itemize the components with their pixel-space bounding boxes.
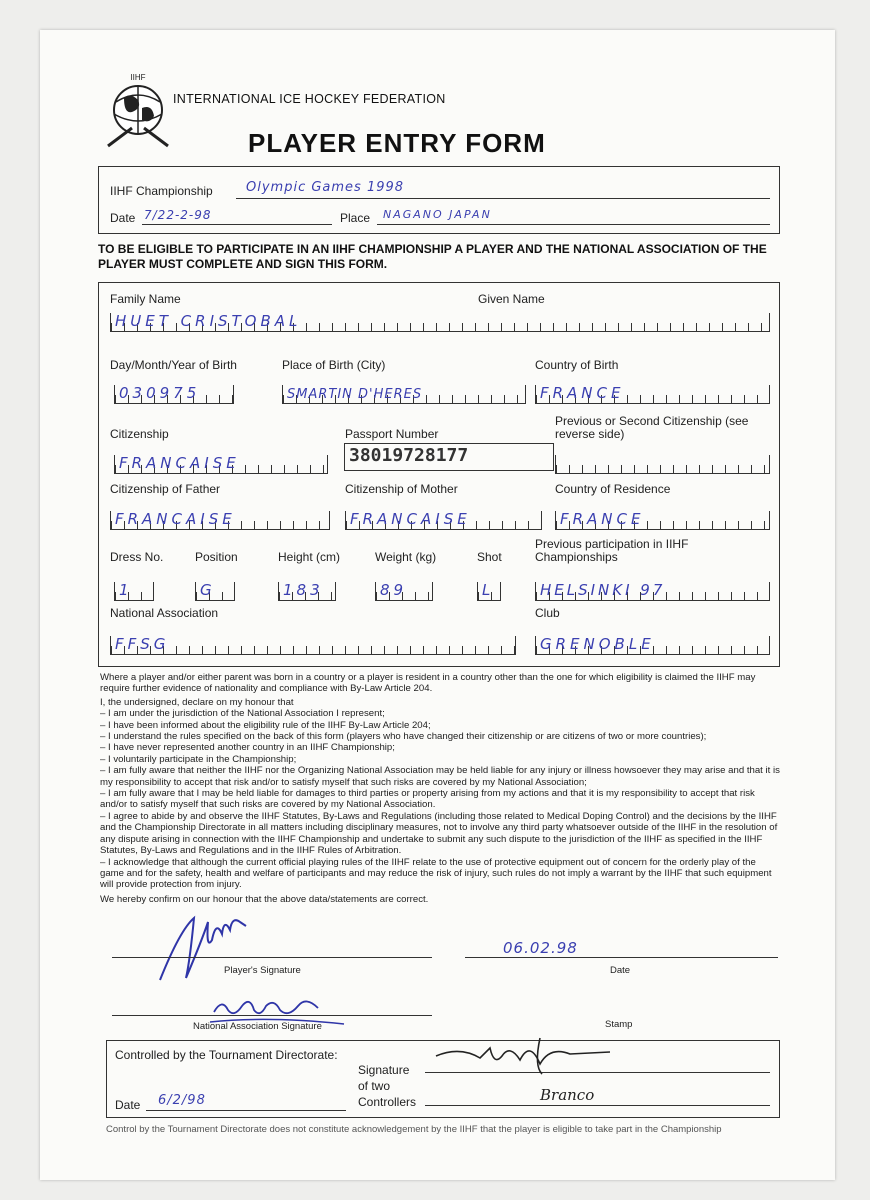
club-label: Club [535,606,560,620]
father-citizenship-value: FRANCAISE [115,510,236,528]
residence-label: Country of Residence [555,482,671,496]
signature-date-label: Date [610,965,631,976]
pob-label: Place of Birth (City) [282,358,386,372]
residence-field[interactable] [555,511,770,530]
footer-note: Control by the Tournament Directorate does not constitute acknowledgement by the IIHF that the player is eligible to take part in the Championship [106,1124,722,1135]
nat-assoc-signature-label: National Association Signature [193,1021,322,1032]
federation-name: INTERNATIONAL ICE HOCKEY FEDERATION [173,92,446,106]
declaration-item: – I am fully aware that I may be held liable for damages to third parties or property arising from my actions and that it is my responsibility to accept that risk and/or to satisfy myself that such risks are covered by my National Association. [100,788,755,811]
declaration-item: – I voluntarily participate in the Championship; [100,753,297,765]
directorate-date-value: 6/2/98 [158,1093,206,1108]
citizenship-label: Citizenship [110,427,169,441]
player-signature-label: Player's Signature [224,965,301,976]
declaration-item: – I acknowledge that although the current official playing rules of the IIHF relate to the use of protective equipment out of concern for the orderly play of the game and for the safety, health and welfare of participants and may reduce the risk of injury, such rules do not imply a warrant by the IIHF that such equipment will provide protection from injury. [100,856,772,891]
passport-value: 38019728177 [349,445,469,466]
declaration-item: – I understand the rules specified on the back of this form (players who have changed their citizenship or are citizens of two or more countries); [100,731,707,743]
club-field[interactable] [535,636,770,655]
prev-citizenship-field[interactable] [555,455,770,474]
height-field[interactable] [278,582,336,601]
dress-no-value: 1 [119,581,133,599]
height-value: 183 [283,581,324,599]
prev-citizenship-label: Previous or Second Citizenship (see reverse side) [555,414,749,441]
citizenship-field[interactable] [114,455,328,474]
passport-label: Passport Number [345,427,439,441]
family-name-label: Family Name [110,292,181,306]
nat-assoc-value: FFSG [115,635,170,653]
citizenship-value: FRANCAISE [119,454,240,472]
weight-field[interactable] [375,582,433,601]
eligibility-notice: TO BE ELIGIBLE TO PARTICIPATE IN AN IIHF CHAMPIONSHIP A PLAYER AND THE NATIONAL ASSOCIATION OF THE PLAYER MUST COMPLETE AND SIGN THIS FORM. [98,242,767,271]
declaration [100,672,782,905]
cob-field[interactable] [535,385,770,404]
nat-assoc-signature-line[interactable] [112,1003,432,1016]
father-citizenship-field[interactable] [110,511,330,530]
mother-citizenship-value: FRANCAISE [350,510,471,528]
position-value: G [200,581,216,599]
dress-no-field[interactable] [114,582,154,601]
club-value: GRENOBLE [540,635,655,653]
residence-value: FRANCE [560,510,645,528]
controller-signature-scribble [430,1036,620,1076]
shot-field[interactable] [477,582,501,601]
event-date-label: Date [110,211,136,225]
stamp-label: Stamp [605,1019,633,1030]
championship-label: IIHF Championship [110,184,213,198]
name-value: HUET CRISTOBAL [115,312,302,330]
nat-assoc-field[interactable] [110,636,516,655]
controllers-signature-label-3: Controllers [358,1095,417,1109]
dob-label: Day/Month/Year of Birth [110,358,237,372]
name-field[interactable] [110,313,770,332]
cob-label: Country of Birth [535,358,619,372]
passport-field[interactable] [344,443,554,471]
iihf-globe-logo [102,68,174,148]
dress-no-label: Dress No. [110,550,164,564]
declaration-item: – I am fully aware that neither the IIHF nor the Organizing National Association may be held liable for any injury or illness howsoever they may arise and that it is my responsibility to accept that risk and/or to satisfy myself that such risks are covered by my National Association; [100,765,780,788]
event-date-value: 7/22-2-98 [144,208,212,222]
nat-assoc-label: National Association [110,606,219,620]
prev-participation-value: HELSINKI 97 [540,581,666,599]
declaration-confirm: We hereby confirm on our honour that the above data/statements are correct. [100,893,429,905]
signature-date-value: 06.02.98 [503,939,578,957]
weight-value: 89 [380,581,408,599]
form-sheet [40,30,835,1180]
form-title: PLAYER ENTRY FORM [248,128,546,158]
pob-value: SMARTIN D'HERES [287,387,423,402]
mother-citizenship-field[interactable] [345,511,542,530]
controller-name: Branco [540,1086,595,1104]
declaration-item: – I have never represented another country in an IIHF Championship; [100,742,395,754]
position-field[interactable] [195,582,235,601]
height-label: Height (cm) [278,550,341,564]
declaration-undersigned: I, the undersigned, declare on my honour that [100,696,294,708]
player-signature-line[interactable] [112,945,432,958]
father-citizenship-label: Citizenship of Father [110,482,221,496]
directorate-date-label: Date [115,1098,141,1112]
place-label: Place [340,211,371,225]
championship-value: Olympic Games 1998 [246,180,405,195]
logo-text: IIHF [130,73,146,82]
place-value: NAGANO JAPAN [383,208,492,221]
dob-value: 030975 [119,384,201,402]
weight-label: Weight (kg) [375,550,437,564]
mother-citizenship-label: Citizenship of Mother [345,482,458,496]
given-name-label: Given Name [478,292,545,306]
dob-field[interactable] [114,385,234,404]
declaration-intro: Where a player and/or either parent was born in a country or a player is resident in a country other than the one for which eligibility is claimed the IIHF may require further evidence of nationality and compliance with By-Law Article 204. [100,672,756,695]
declaration-item: – I am under the jurisdiction of the National Association I represent; [100,708,385,720]
controllers-signature-label-1: Signature [358,1063,410,1077]
declaration-item: – I have been informed about the eligibility rule of the IIHF By-Law Article 204; [100,719,431,731]
controller-signature-line-2[interactable] [425,1093,770,1106]
prev-participation-label: Previous participation in IIHF Championships [535,537,689,564]
pob-field[interactable] [282,385,526,404]
shot-value: L [482,581,495,599]
prev-participation-field[interactable] [535,582,770,601]
declaration-item: – I agree to abide by and observe the IIHF Statutes, By-Laws and Regulations (including those related to Medical Doping Control) and the decisions by the IIHF and the Championship Directorate in all matters including disciplinary measures, not to involve any third party whatsoever outside of the IIHF in the resolution of any dispute arising in connection with the IIHF Championship and undertake to submit any such dispute to the jurisdiction of the IIHF as specified in the IIHF Statutes, By-Laws and Regulations and in the IIHF Rules of Arbitration. [100,810,778,857]
controllers-signature-label-2: of two [358,1079,391,1093]
position-label: Position [195,550,238,564]
cob-value: FRANCE [540,384,625,402]
shot-label: Shot [477,550,502,564]
directorate-label: Controlled by the Tournament Directorate: [115,1048,338,1062]
